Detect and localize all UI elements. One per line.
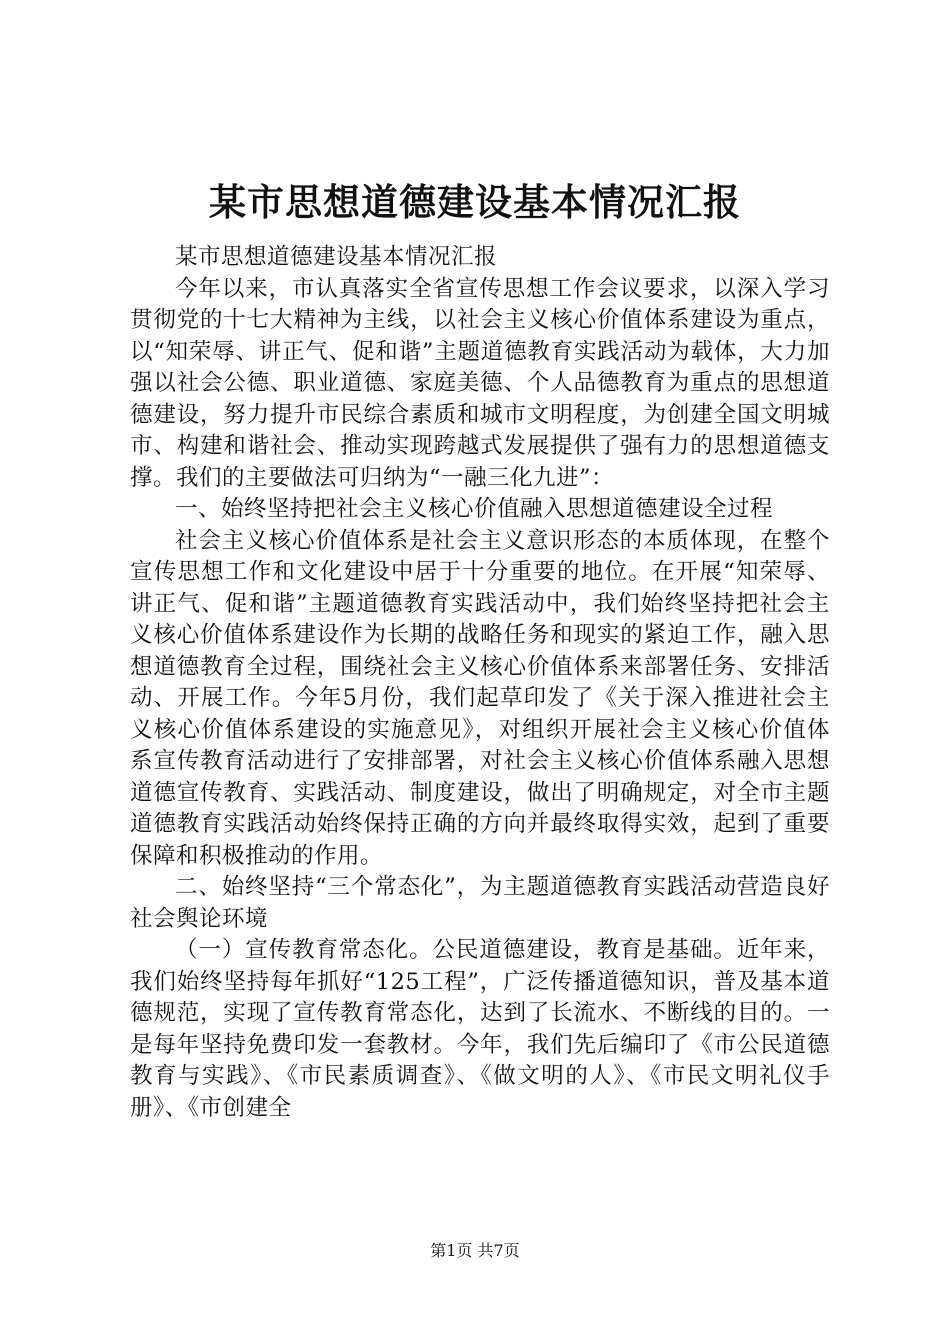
document-body	[130, 242, 830, 1124]
paragraph-intro: 今年以来，市认真落实全省宣传思想工作会议要求，以深入学习贯彻党的十七大精神为主线，以社会主义核心价值体系建设为重点，以“知荣辱、讲正气、促和谐”主题道德教育实践活动为载体，大力加强以社会公德、职业道德、家庭美德、个人品德教育为重点的思想道德建设，努力提升市民综合素质和城市文明程度，为创建全国文明城市、构建和谐社会、推动实现跨越式发展提供了强有力的思想道德支撑。我们的主要做法可归纳为“一融三化九进”：	[130, 275, 830, 491]
section-heading-1: 一、始终坚持把社会主义核心价值融入思想道德建设全过程	[175, 496, 774, 522]
paragraph-subsection-1: （一）宣传教育常态化。公民道德建设，教育是基础。近年来，我们始终坚持每年抓好“125工程”，广泛传播道德知识，普及基本道德规范，实现了宣传教育常态化，达到了长流水、不断线的目的。一是每年坚持免费印发一套教材。今年，我们先后编印了《市公民道德教育与实践》、《市民素质调查》、《做文明的人》、《市民文明礼仪手册》、《市创建全	[130, 937, 830, 1121]
paragraph-subtitle: 某市思想道德建设基本情况汇报	[175, 244, 498, 270]
section-heading-2: 二、始终坚持“三个常态化”，为主题道德教育实践活动营造良好社会舆论环境	[130, 874, 830, 932]
page-footer: 第1页 共7页	[430, 1241, 520, 1260]
paragraph-section-1: 社会主义核心价值体系是社会主义意识形态的本质体现，在整个宣传思想工作和文化建设中居于十分重要的地位。在开展“知荣辱、讲正气、促和谐”主题道德教育实践活动中，我们始终坚持把社会主义核心价值体系建设作为长期的战略任务和现实的紧迫工作，融入思想道德教育全过程，围绕社会主义核心价值体系来部署任务、安排活动、开展工作。今年5月份，我们起草印发了《关于深入推进社会主义核心价值体系建设的实施意见》，对组织开展社会主义核心价值体系宣传教育活动进行了安排部署，对社会主义核心价值体系融入思想道德宣传教育、实践活动、制度建设，做出了明确规定，对全市主题道德教育实践活动始终保持正确的方向并最终取得实效，起到了重要保障和积极推动的作用。	[130, 527, 830, 869]
document-title: 某市思想道德建设基本情况汇报	[209, 180, 741, 224]
